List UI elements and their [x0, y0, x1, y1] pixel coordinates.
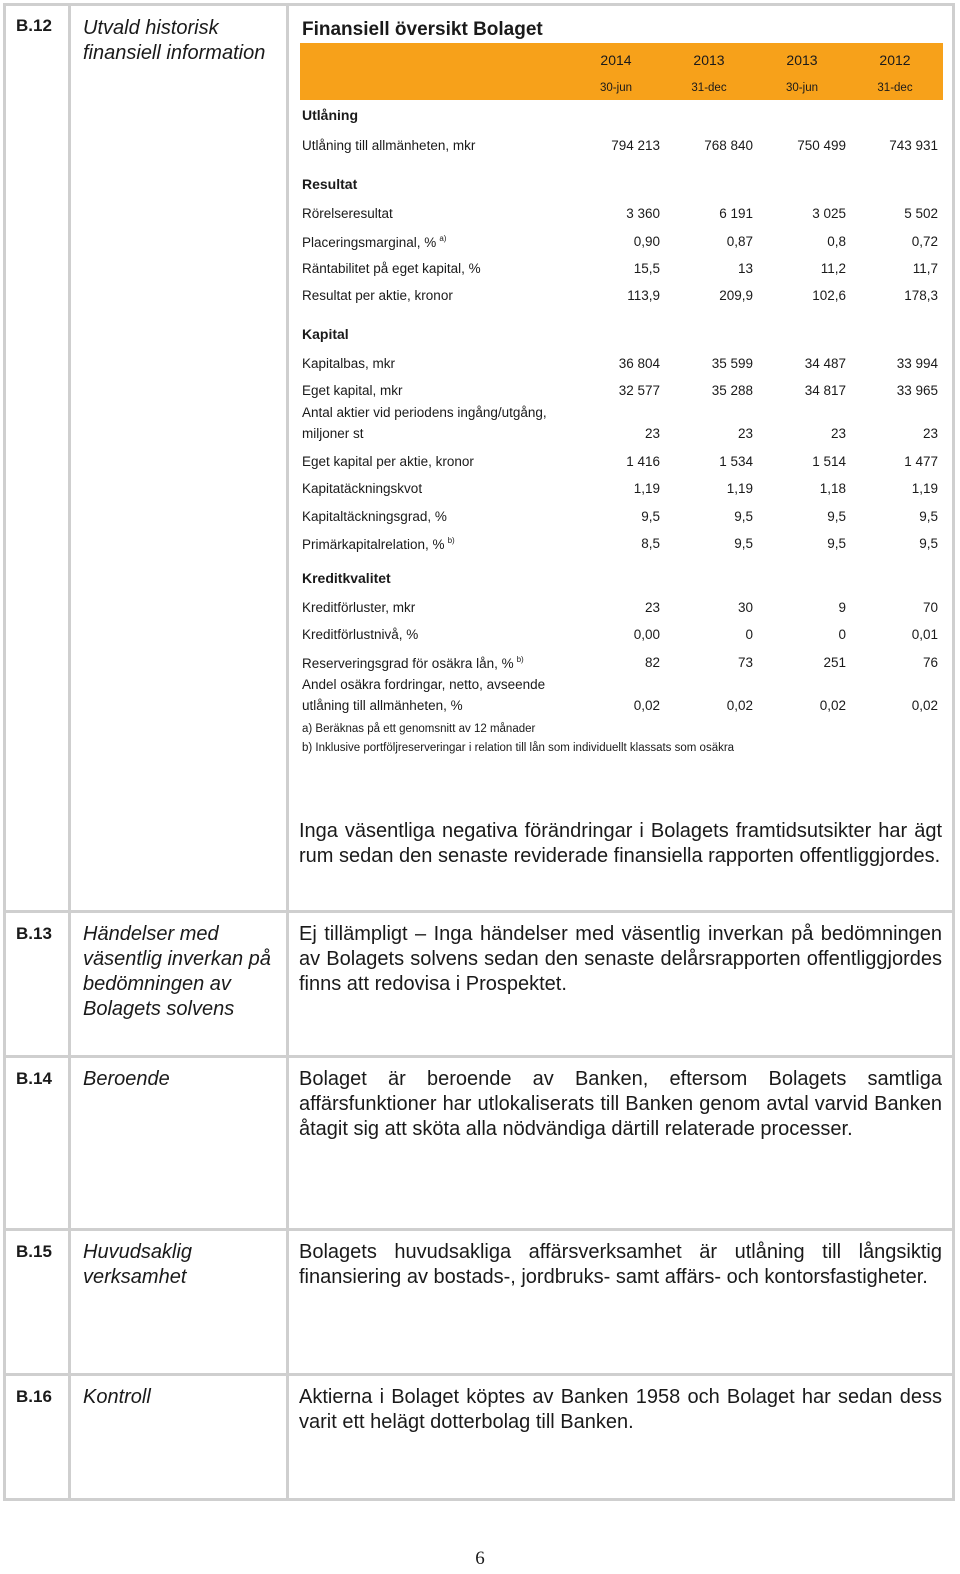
rule-col1 [68, 3, 71, 1501]
cell: 1 514 [812, 454, 846, 469]
column-year: 2013 [786, 52, 818, 68]
cell: 9,5 [919, 509, 938, 524]
cell: 251 [823, 655, 846, 670]
cell: 0,02 [726, 698, 753, 713]
rule-right [952, 3, 955, 1501]
cell: 9,5 [827, 536, 846, 551]
cell: 8,5 [641, 536, 660, 551]
row-label: utlåning till allmänheten, % [302, 698, 463, 713]
row-label: Räntabilitet på eget kapital, % [302, 261, 481, 276]
cell: 0,00 [633, 627, 660, 642]
rule-top [3, 3, 954, 6]
row-label: Andel osäkra fordringar, netto, avseende [302, 677, 546, 692]
cell: 9,5 [827, 509, 846, 524]
row-label: Kapitalbas, mkr [302, 356, 396, 371]
column-date: 30-jun [600, 82, 632, 94]
table-row [302, 426, 942, 446]
cell: 73 [737, 655, 753, 670]
row-label: Antal aktier vid periodens ingång/utgång, [302, 405, 547, 420]
table-row [302, 509, 942, 529]
cell: 23 [830, 426, 846, 441]
row-label: miljoner st [302, 426, 364, 441]
cell: 0,8 [827, 234, 846, 249]
section-text: Ej tillämpligt – Inga händelser med väsentlig inverkan på bedömningen av Bolagets solvens sedan den senaste delårsrapporten offentliggjordes finns att redovisa i Prospektet. [299, 923, 942, 995]
cell: 13 [737, 261, 753, 276]
cell: 35 599 [711, 356, 753, 371]
cell: 0,02 [633, 698, 660, 713]
row-label: Kreditförlustnivå, % [302, 627, 419, 642]
rule-b16 [3, 1373, 954, 1376]
table-row [302, 627, 942, 647]
row-label: Utlåning till allmänheten, mkr [302, 138, 476, 153]
cell: 33 994 [896, 356, 938, 371]
cell: 82 [644, 655, 660, 670]
row-label: Eget kapital per aktie, kronor [302, 454, 474, 469]
row-label: Kapitaltäckningsgrad, % [302, 509, 447, 524]
table-row [302, 536, 942, 556]
rule-b13 [3, 910, 954, 913]
rule-left [3, 3, 6, 1501]
footnote: a) Beräknas på ett genomsnitt av 12 månader [302, 723, 536, 735]
column-date: 30-jun [786, 82, 818, 94]
cell: 35 288 [711, 383, 753, 398]
footnote-ref: a) [439, 234, 447, 243]
cell: 33 965 [896, 383, 938, 398]
table-row [302, 655, 942, 675]
cell: 1,19 [726, 481, 753, 496]
cell: 743 931 [889, 138, 938, 153]
section-code: B.15 [16, 1242, 52, 1261]
cell: 23 [737, 426, 753, 441]
cell: 178,3 [904, 288, 938, 303]
cell: 102,6 [812, 288, 846, 303]
row-label: Primärkapitalrelation, % [302, 537, 445, 552]
cell: 9 [838, 600, 846, 615]
cell: 6 191 [719, 206, 753, 221]
cell: 3 360 [626, 206, 660, 221]
table-row [302, 138, 942, 158]
table-row [302, 454, 942, 474]
group-heading: Resultat [302, 176, 358, 192]
column-date: 31-dec [691, 82, 727, 94]
column-year: 2012 [879, 52, 911, 68]
table-row [302, 383, 942, 403]
cell: 1 534 [719, 454, 753, 469]
cell: 9,5 [734, 536, 753, 551]
table-row [302, 356, 942, 376]
group-heading: Kreditkvalitet [302, 570, 391, 586]
cell: 9,5 [641, 509, 660, 524]
cell: 34 487 [804, 356, 846, 371]
footnote-ref: b) [447, 536, 455, 545]
cell: 15,5 [633, 261, 660, 276]
row-label: Resultat per aktie, kronor [302, 288, 453, 303]
cell: 11,2 [820, 261, 846, 276]
section-title: Huvudsaklig verksamhet [83, 1241, 192, 1288]
rule-col2 [286, 3, 289, 1501]
table-title: Finansiell översikt Bolaget [302, 19, 543, 40]
cell: 0,72 [911, 234, 938, 249]
cell: 0,02 [819, 698, 846, 713]
row-label: Placeringsmarginal, % [302, 235, 437, 250]
table-row [302, 600, 942, 620]
cell: 0,87 [726, 234, 753, 249]
cell: 70 [922, 600, 938, 615]
cell: 1,18 [819, 481, 846, 496]
cell: 23 [644, 600, 660, 615]
cell: 768 840 [704, 138, 753, 153]
row-label-line [302, 405, 942, 425]
cell: 36 804 [618, 356, 660, 371]
page-number: 6 [475, 1548, 485, 1569]
section-title: Händelser med väsentlig inverkan på bedömningen av Bolagets solvens [83, 923, 271, 1020]
cell: 1 477 [904, 454, 938, 469]
footnote-ref: b) [516, 655, 524, 664]
cell: 0,01 [911, 627, 938, 642]
cell: 0 [745, 627, 753, 642]
column-year: 2013 [693, 52, 725, 68]
table-row [302, 288, 942, 308]
section-code: B.14 [16, 1069, 52, 1088]
section-text: Bolaget är beroende av Banken, eftersom Bolagets samtliga affärsfunktioner har utlokaliserats till Banken genom avtal varvid Banken åtagit sig att sköta alla nödvändiga därtill relaterade processer. [299, 1068, 942, 1140]
section-title: Utvald historisk finansiell information [83, 17, 266, 64]
cell: 113,9 [627, 288, 660, 303]
cell: 23 [644, 426, 660, 441]
footnote: b) Inklusive portföljreserveringar i relation till lån som individuellt klassats som osäkra [302, 742, 735, 754]
cell: 5 502 [904, 206, 938, 221]
cell: 34 817 [804, 383, 846, 398]
row-label-line [302, 677, 942, 697]
section-code: B.16 [16, 1387, 52, 1406]
table-row [302, 698, 942, 718]
table-row [302, 234, 942, 254]
rule-bottom [3, 1498, 954, 1501]
row-label: Eget kapital, mkr [302, 383, 403, 398]
table-row [302, 261, 942, 281]
cell: 23 [922, 426, 938, 441]
section-title: Beroende [83, 1068, 170, 1090]
cell: 3 025 [812, 206, 846, 221]
row-label: Reserveringsgrad för osäkra lån, % [302, 656, 514, 671]
cell: 30 [737, 600, 753, 615]
cell: 1 416 [626, 454, 660, 469]
cell: 9,5 [734, 509, 753, 524]
section-title: Kontroll [83, 1386, 151, 1408]
cell: 750 499 [797, 138, 846, 153]
cell: 0,90 [633, 234, 660, 249]
cell: 76 [922, 655, 938, 670]
section-code: B.13 [16, 924, 52, 943]
section-text: Bolagets huvudsakliga affärsverksamhet är utlåning till långsiktig finansiering av bostads-, jordbruks- samt affärs- och kontorsfastigheter. [299, 1241, 942, 1288]
cell: 32 577 [618, 383, 660, 398]
table-row [302, 206, 942, 226]
cell: 1,19 [633, 481, 660, 496]
cell: 209,9 [719, 288, 753, 303]
cell: 1,19 [911, 481, 938, 496]
cell: 11,7 [912, 261, 938, 276]
cell: 794 213 [611, 138, 660, 153]
section-text: Inga väsentliga negativa förändringar i Bolagets framtidsutsikter har ägt rum sedan den senaste reviderade finansiella rapporten offentliggjordes. [299, 820, 942, 867]
group-heading: Kapital [302, 326, 349, 342]
row-label: Kreditförluster, mkr [302, 600, 416, 615]
table-row [302, 481, 942, 501]
section-text: Aktierna i Bolaget köptes av Banken 1958 och Bolaget har sedan dess varit ett helägt dotterbolag till Banken. [299, 1386, 942, 1433]
rule-b14 [3, 1055, 954, 1058]
section-code: B.12 [16, 16, 52, 35]
cell: 0,02 [911, 698, 938, 713]
row-label: Rörelseresultat [302, 206, 393, 221]
column-date: 31-dec [877, 82, 913, 94]
row-label: Kapitatäckningskvot [302, 481, 423, 496]
cell: 0 [838, 627, 846, 642]
group-heading: Utlåning [302, 107, 358, 123]
rule-b15 [3, 1228, 954, 1231]
column-year: 2014 [600, 52, 632, 68]
cell: 9,5 [919, 536, 938, 551]
